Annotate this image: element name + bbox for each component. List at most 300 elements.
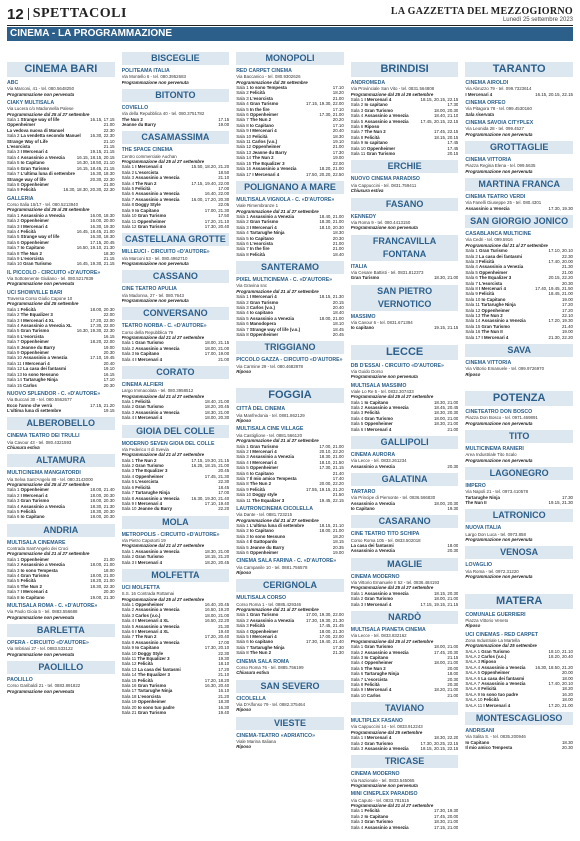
listing-column xyxy=(351,48,459,838)
cinema-address: Via Fanelli Giuseppe 25 - tel. 080.4301 xyxy=(465,200,542,206)
film-cell xyxy=(465,335,548,340)
film-title: Oppenheimer xyxy=(481,307,510,313)
screen-label: Sala 3 xyxy=(350,746,365,752)
screen-label: Sala 2 xyxy=(236,448,250,454)
screen-label: Sala 9 xyxy=(236,128,250,134)
screen-label: Sala 8 xyxy=(236,481,250,487)
screen-label: Sala 11 xyxy=(236,497,252,503)
showtimes: 21.20 xyxy=(218,693,230,699)
cinema-name: CINEMA SALA ROMA xyxy=(236,658,290,665)
film-title: Assassinio a Venezia xyxy=(364,649,409,655)
cinema-name: PAOLILLO xyxy=(7,677,33,684)
city-heading: CORATO xyxy=(122,366,230,379)
film-title: Assassinio a Venezia xyxy=(364,404,409,410)
cinema-address: Via Baccanico - tel. 080.9302626 xyxy=(236,74,301,80)
showtimes: 17.30, 21.15 xyxy=(319,465,344,471)
screen-label: Sala 1 xyxy=(236,443,250,449)
screen-label: Sala 3 xyxy=(7,498,21,504)
film-title: L'esorcista xyxy=(7,144,31,150)
film-title: Gran Turismo xyxy=(137,683,167,689)
city-heading: LATRONICO xyxy=(465,509,573,522)
cinema-name: METROPOLIS - CIRCUITO «D'AUTORE» xyxy=(121,531,220,538)
showtimes: 17.15, 19.15, 21.15 xyxy=(420,601,459,607)
cinema-listing xyxy=(236,197,344,257)
film-title: Felicità xyxy=(20,578,36,584)
programme-note: Programmazione dal 21 al 27 settembre xyxy=(236,438,319,444)
showtimes: 17.45, 21.45 xyxy=(319,623,344,629)
showtime-row xyxy=(7,595,115,600)
film-cell xyxy=(351,325,434,330)
screen-label: Sala 6 xyxy=(121,191,136,197)
film-title: Assassinio a Venezia xyxy=(249,213,295,219)
showtimes: 18.30 xyxy=(332,133,344,139)
cinema-listing xyxy=(351,574,459,607)
programme-note: Programmazione dal 25 al 28 settembre xyxy=(7,207,90,213)
showtimes: 18.00, 20.30 xyxy=(90,492,115,498)
cinema-name: UCI SHOWVILLE BARI xyxy=(7,289,63,296)
city-heading: MOLFETTA xyxy=(122,569,230,582)
screen-label: Sala 4 xyxy=(236,539,250,545)
film-title: Oppenheimer xyxy=(364,660,393,666)
cinema-name: NUOVO SPLENDOR - C. «D'AUTORE» xyxy=(7,390,101,397)
cinema-name: MULTIPLEX FASANO xyxy=(350,718,403,725)
showtimes: 16.30, 18.30 xyxy=(90,234,115,240)
screen-label: Sala 3 xyxy=(236,305,250,311)
film-title: Felicità xyxy=(249,251,265,257)
film-title: Doggy Style xyxy=(135,202,161,208)
film-title: Oppenheimer xyxy=(20,239,49,245)
showtimes: 20.10, 22.20 xyxy=(319,448,344,454)
screen-label: Sala 10 xyxy=(465,296,482,302)
cinema-address: Via Provinciale San Vito - tel. 0831.564808 xyxy=(350,86,435,92)
film-title: I Mercenari 4 XL xyxy=(20,317,55,323)
screen-label: Sala 4 xyxy=(7,573,21,579)
showtimes: 18.30 xyxy=(332,230,344,236)
cinema-address: Via Montello 6 - tel. 080.3952683 xyxy=(121,74,186,80)
cinema-address: S.S. 16 Contrada Rottamai xyxy=(121,591,175,597)
showtimes: 19.45, 22.15 xyxy=(319,497,344,503)
cinema-name: CINE TEATRO TITO SCHIPA xyxy=(350,531,420,538)
showtimes: 20.45 xyxy=(218,468,230,474)
screen-label: Sala 5 xyxy=(7,160,21,166)
film-title: Felicità xyxy=(479,291,495,297)
screen-label: Sala 12 xyxy=(236,144,253,150)
showtimes: 18.15, 21.30 xyxy=(319,294,344,300)
cinema-name: CICOLELLA xyxy=(236,695,266,702)
showtimes: 16.50, 19.10, 21.30 xyxy=(76,245,115,251)
showtimes: 16.40, 22.00 xyxy=(204,191,230,197)
screen-label: Sala 16 xyxy=(465,329,482,335)
showtimes: 17.45, 20.30 xyxy=(433,649,459,655)
showtimes: 17.40, 20.00 xyxy=(548,258,573,264)
programme-note: Programmazione non pervenuta xyxy=(465,457,533,463)
showtimes: 18.20, 20.45 xyxy=(204,404,230,410)
cinema-address: Via Imbriani 27 - tel. 0883.533122 xyxy=(7,646,73,652)
city-heading: POLIGNANO A MARE xyxy=(236,181,344,194)
film-title: Oppenheimer xyxy=(479,269,508,275)
cinema-address: Via Cedri - tel. 099.5916 xyxy=(465,237,513,243)
screen-label: Sala 6 xyxy=(7,165,21,171)
showtimes: 18.20 xyxy=(332,533,344,539)
cinema-name: CITTÀ DEL CINEMA xyxy=(236,406,286,413)
city-heading: GIOIA DEL COLLE xyxy=(122,425,230,438)
film-title: Assassinio a Venezia xyxy=(135,548,180,554)
cinema-address: Via Campanile 10 - tel. 0881.756578 xyxy=(236,564,308,570)
showtimes: 20.30 xyxy=(561,745,573,751)
film-title: Gran Turismo xyxy=(481,648,510,654)
showtimes: 20.40 xyxy=(332,128,344,134)
showtimes: 18.40, 21.00 xyxy=(204,399,230,405)
showtime-row xyxy=(7,514,115,519)
film-title: Felicità xyxy=(364,681,380,687)
screen-label: Sala 17 xyxy=(236,171,253,177)
cinema-listing xyxy=(351,791,459,830)
cinema-name: UCI MOLFETTA xyxy=(121,584,160,591)
film-title: Io sono Nessuno xyxy=(23,371,59,377)
screen-label: Sala 2 xyxy=(350,813,365,819)
screen-label: Sala 9 xyxy=(465,291,480,297)
header-rule xyxy=(7,25,573,26)
city-heading: CASARANO xyxy=(351,515,459,528)
cinema-name: MULTISALA ROMA - C. «D'AUTORE» xyxy=(7,603,98,610)
cinema-name: CINEMA VITTORIA xyxy=(465,157,512,164)
cinema-listing xyxy=(351,214,459,231)
film-cell xyxy=(122,560,205,565)
film-title: I Mercenari 4 xyxy=(249,448,277,454)
showtimes: 17.20 xyxy=(561,302,573,308)
cinema-name: IL PICCOLO - CIRCUITO «D'AUTORE» xyxy=(7,269,101,276)
film-title: In the fire xyxy=(249,246,270,252)
cinema-name: MULTISALA CORSO xyxy=(236,595,287,602)
showtimes: 18.30, 22.20 xyxy=(433,735,459,741)
showtimes: 18.00, 20.30 xyxy=(90,514,115,520)
film-title: The Nun 2 xyxy=(364,129,386,135)
film-title: Io capitano xyxy=(249,310,274,316)
showtimes: 18.30, 21.00 xyxy=(433,275,459,281)
screen-label: Sala 19 xyxy=(121,699,138,705)
showtimes: 18.30, 21.00 xyxy=(204,409,230,415)
screen-label: Sala 10 xyxy=(121,213,138,219)
screen-label: Sala 7 xyxy=(7,245,21,251)
showtimes: 16.30, 19.30 xyxy=(90,223,115,229)
showtimes: 20.30 xyxy=(447,676,459,682)
cinema-listing xyxy=(122,585,230,716)
screen-label: SALA 1 xyxy=(465,648,482,654)
cinema-listing xyxy=(236,68,344,177)
cinema-listing xyxy=(7,433,115,450)
film-title: Felicità xyxy=(481,686,497,692)
screen-label: Sala 5 xyxy=(121,186,136,192)
screen-label: Sala 10 xyxy=(121,650,138,656)
listing-column xyxy=(122,48,230,838)
cinema-address: Via Caputo - tel. 0833.781515 xyxy=(350,797,410,803)
cinema-name: CASABLANCA MULTICINE xyxy=(465,231,532,238)
screen-label: Sala 2 xyxy=(7,562,21,568)
screen-label: Sala 8 xyxy=(121,495,136,501)
showtimes: 21.10 xyxy=(218,175,230,181)
city-heading: BARLETTA xyxy=(7,624,115,637)
screen-label: Sala 13 xyxy=(7,371,24,377)
screen-label: Sala 2 xyxy=(236,219,250,225)
film-cell xyxy=(7,383,104,388)
programme-note: Programmazione dal 21 al 27 settembre xyxy=(121,543,205,549)
screen-label: Sala 3 xyxy=(7,567,21,573)
screen-label: Sala 6 xyxy=(7,514,21,520)
showtimes: 18.00, 21.40 xyxy=(90,487,115,493)
showtimes: 18.00 xyxy=(561,697,573,703)
cinema-listing xyxy=(465,446,573,463)
programme-note: Riposo xyxy=(236,744,252,750)
cinema-address: Via Marconi, 41 - tel. 080.5648250 xyxy=(7,86,75,92)
cinema-name: MULTICINEMA MANGIATORDI xyxy=(7,470,81,477)
cinema-address: Zona Industriale La Martella xyxy=(465,637,520,643)
programme-note: Programmazione dal 25 al 27 settembre xyxy=(350,394,434,400)
showtimes: 17.30 xyxy=(447,102,459,108)
showtimes: 20.40 xyxy=(103,360,115,366)
film-title: La casa dei fantasmi xyxy=(350,543,394,549)
cinema-address: Viale Rimembranze 1 xyxy=(236,203,279,209)
programme-note: Programmazione non pervenuta xyxy=(465,168,533,174)
screen-label: Sala 2 xyxy=(350,596,365,602)
showtimes: 18.20 xyxy=(561,686,573,692)
showtimes: 17.30, 21.00 xyxy=(319,112,344,118)
film-title: I Mercenari 4 XL xyxy=(135,629,169,634)
screen-label: Sala 11 xyxy=(350,151,367,157)
screen-label: Sala 3 xyxy=(350,654,365,660)
screen-label: Sala 1 xyxy=(121,457,136,463)
showtime-row xyxy=(351,427,459,432)
showtimes: 17.20, 21.00 xyxy=(548,702,573,708)
programme-note: Programmazione dal 25 al 27 settembre xyxy=(121,596,205,602)
screen-label: Sala 5 xyxy=(236,235,250,241)
film-title: Assassinio a Venezia xyxy=(350,548,395,554)
film-title: Carlos xyxy=(23,382,37,388)
showtimes: 18.00, 20.30 xyxy=(433,107,459,113)
screen-label: Sala 6 xyxy=(236,639,250,645)
showtime-row xyxy=(351,548,459,553)
city-heading: BRINDISI xyxy=(351,62,459,77)
showtimes: 18.10 xyxy=(218,661,230,667)
film-title: Gran Turismo xyxy=(20,498,50,504)
cinema-name: DB D'ESSAI - CIRCUITO «D'AUTORE» xyxy=(350,362,444,369)
showtimes: 17.10 xyxy=(332,122,344,128)
film-title: Oppenheimer xyxy=(20,487,49,493)
screen-label: Sala 7 xyxy=(350,129,365,135)
screen-label: Sala 2 xyxy=(121,463,136,469)
screen-label: Sala 10 xyxy=(236,133,253,139)
film-title: Gran Turismo xyxy=(350,275,380,281)
film-title: The Nun 2 xyxy=(249,481,272,487)
showtimes: 16.30, 18.50, 21.20 xyxy=(535,664,573,670)
screen-label: Sala 6 xyxy=(465,275,480,281)
cinema-address: Via Cesare Battisti - tel. 0831.812373 xyxy=(350,269,424,275)
film-title: Assassinio a Venezia xyxy=(465,205,510,211)
film-cell xyxy=(122,122,219,127)
screen-label: Sala 8 xyxy=(7,181,21,187)
film-title: Gran Turismo xyxy=(137,223,167,229)
showtime-row xyxy=(122,710,230,715)
screen-label: Sala 4 xyxy=(7,154,21,160)
cinema-listing xyxy=(236,733,344,750)
screen-label: SALA 6 xyxy=(465,675,482,681)
screen-label: Sala 2 xyxy=(7,492,21,498)
film-title: In the fire xyxy=(249,106,270,112)
showtime-row xyxy=(351,325,459,330)
showtimes: 17.15, 19.30, 22.00 xyxy=(305,101,344,107)
film-title: Assassinio a Venezia XL xyxy=(20,323,72,329)
screen-label: Sala 3 xyxy=(121,175,136,181)
screen-label: Sala 16 xyxy=(236,166,253,172)
film-cell xyxy=(236,252,333,257)
showtimes: 20.00 xyxy=(561,670,573,676)
screen-label: Sala 2 xyxy=(236,617,250,623)
screen-label: Sala 6 xyxy=(121,484,136,490)
screen-label: Sala 3 xyxy=(121,351,136,357)
cinema-address: Corso Garibaldi 21 - tel. 0883.891822 xyxy=(7,683,81,689)
film-title: Assassinio a Venezia xyxy=(135,607,180,613)
screen-label: Sala 14 xyxy=(121,672,138,678)
programme-note: Programmazione dal 21 al 27 settembre xyxy=(121,334,205,340)
film-title: La casa dei fantasmi xyxy=(137,666,181,672)
showtimes: 18.30, 21.30 xyxy=(90,503,115,509)
film-title: L'esorcista xyxy=(479,280,503,286)
screen-label: Sala 2 xyxy=(236,90,250,96)
showtimes: 19.15 xyxy=(103,407,115,413)
film-title: Assassinio a Venezia xyxy=(249,315,295,321)
showtimes: 21.00 xyxy=(103,122,115,128)
film-title: The Nun 2 xyxy=(20,583,42,589)
screen-label: Sala 2 xyxy=(121,554,136,560)
film-title: I Mercenari 4 xyxy=(481,334,509,340)
programme-note: Programmazione dal 21 al 27 settembre xyxy=(236,517,319,523)
film-title: Gran Turismo xyxy=(249,299,279,305)
city-heading: CASAMASSIMA xyxy=(122,131,230,144)
cinema-listing xyxy=(351,452,459,469)
film-title: Carlos (v.o.) xyxy=(135,612,161,618)
showtime-row xyxy=(236,252,344,257)
screen-label: Sala 2 xyxy=(350,649,365,655)
screen-label: Sala 1 xyxy=(7,556,21,562)
screen-label: Sala 1 xyxy=(7,117,21,123)
city-heading: ANDRIA xyxy=(7,524,115,537)
showtimes: 21.15 xyxy=(103,144,115,150)
screen-label: Sala 6 xyxy=(350,426,365,432)
film-cell xyxy=(351,693,448,698)
film-title: Manodopera xyxy=(249,321,276,327)
film-title: Jeanne du Barry xyxy=(252,149,287,155)
screen-label: Sala 1 xyxy=(236,85,250,91)
screen-label: Sala 1 xyxy=(350,590,365,596)
film-title: Tartarughe Ninja xyxy=(135,490,170,496)
showtimes: 18.00 xyxy=(561,675,573,681)
cinema-name: CINEMA VITTORIA xyxy=(465,360,512,366)
city-heading: TRICASE xyxy=(351,755,459,768)
showtime-row xyxy=(465,335,573,340)
showtime-row xyxy=(7,383,115,388)
cinema-listing xyxy=(7,603,115,620)
screen-label: Sala 7 xyxy=(350,676,365,682)
screen-label: Sala 16 xyxy=(121,683,138,689)
film-title: Assassinio a Venezia xyxy=(135,639,180,645)
showtimes: 18.30 xyxy=(218,699,230,705)
screen-label: Sala 8 xyxy=(350,681,365,687)
film-cell xyxy=(7,595,90,600)
showtimes: 21.15 xyxy=(447,654,459,660)
showtimes: 18.40, 21.00 xyxy=(319,213,344,219)
programme-note: Programmazione dal 21 al 27 settembre xyxy=(121,393,205,399)
film-title: Gran Turismo xyxy=(135,404,164,410)
screen-label: SALA 4 xyxy=(465,664,482,670)
cinema-listing xyxy=(7,80,115,97)
cinema-listing xyxy=(236,357,344,374)
film-title: I Mercenari 4 xyxy=(364,735,392,741)
city-heading: SAVA xyxy=(465,344,573,357)
showtimes: 20.45 xyxy=(332,332,344,338)
film-title: Io Capitano xyxy=(481,296,506,302)
cinema-listing xyxy=(236,595,344,655)
film-title: Oppenheimer xyxy=(20,218,49,224)
showtimes: 17.30, 19.40, 21.40 xyxy=(305,639,344,645)
showtime-row xyxy=(122,415,230,420)
film-cell xyxy=(236,172,306,177)
film-title: Oppenheimer xyxy=(20,350,49,356)
cinema-listing xyxy=(351,383,459,432)
screen-label: Sala 10 xyxy=(7,261,24,267)
cinema-name: PICCOLO GAZZA - CIRCUITO «D'AUTORE» xyxy=(236,357,343,364)
city-heading: CONVERSANO xyxy=(122,307,230,320)
cinema-address: Via Madonna, 27 - tel. 080.7643 xyxy=(121,292,185,298)
screen-label: Sala 9 xyxy=(121,500,136,506)
film-cell xyxy=(7,261,77,266)
film-title: Assassinio a Venezia xyxy=(249,454,295,460)
screen-label: Sala 7 xyxy=(121,196,136,202)
film-title: Gran Turismo xyxy=(135,554,164,560)
cinema-address: Via Pietro Capotorti 19 xyxy=(121,537,166,543)
screen-label: Sala 5 xyxy=(7,234,21,240)
screen-label: Sala 10 xyxy=(350,692,367,698)
film-cell xyxy=(465,92,535,97)
showtimes: 17.30, 20.10 xyxy=(204,645,230,651)
film-title: Gran Turismo xyxy=(364,819,393,825)
film-title: I Mercenari 4 xyxy=(364,687,392,693)
film-title: Carlos (v.o.) xyxy=(249,305,275,311)
film-title: The Equalizer 3 xyxy=(252,160,285,166)
cinema-name: CINETEATRO DON BOSCO xyxy=(465,409,533,416)
showtimes: 17.20, 20.40 xyxy=(204,634,230,640)
cinema-address: Via Sottotenente Giuliano - tel. 080.5217839 xyxy=(7,276,94,281)
screen-label: Sala 4 xyxy=(350,415,365,421)
film-title: Assassinio a Venezia xyxy=(135,409,180,415)
programme-note: Chiusura estiva xyxy=(7,444,40,450)
showtimes: 20.30 xyxy=(103,589,115,595)
showtimes: 17.50 xyxy=(218,213,230,219)
cinema-listing xyxy=(236,406,344,423)
cinema-listing xyxy=(7,470,115,519)
showtimes: 16.30, 18.30, 20.30, 22.30 xyxy=(63,187,115,193)
screen-label: SALA 9 xyxy=(465,691,482,697)
screen-label: Sala 1 xyxy=(7,212,21,218)
showtime-row xyxy=(236,172,344,177)
showtime-row xyxy=(7,408,115,413)
film-title: Felicità xyxy=(249,623,265,629)
screen-label: Sala 2 xyxy=(7,133,21,139)
film-title: Io Capitano xyxy=(20,594,45,600)
film-title: Felicità xyxy=(249,90,265,96)
showtimes: 17.00, 19.00 xyxy=(204,351,230,357)
showtimes: 22.30 xyxy=(561,253,573,259)
cinema-address: Contrada Sant'Angelo dei Croci xyxy=(7,546,69,552)
showtimes: 18.20, 22.00 xyxy=(90,339,115,345)
